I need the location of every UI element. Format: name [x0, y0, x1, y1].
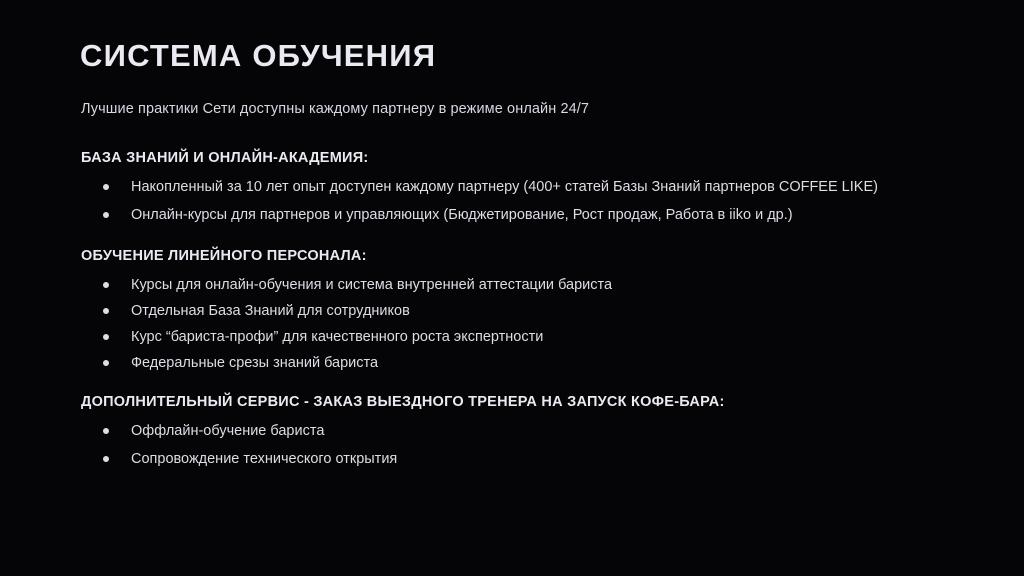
bullet-dot-icon [103, 308, 109, 314]
list-item-text: Отдельная База Знаний для сотрудников [131, 303, 410, 319]
list-item [81, 273, 961, 298]
bullet-dot-icon [103, 360, 109, 366]
slide-subtitle: Лучшие практики Сети доступны каждому партнеру в режиме онлайн 24/7 [81, 101, 590, 117]
list-item-text: Федеральные срезы знаний бариста [131, 355, 379, 371]
list-item [81, 351, 961, 376]
bullet-dot-icon [103, 212, 109, 218]
bullet-dot-icon [103, 282, 109, 288]
section-additional-service [81, 394, 961, 472]
list-item-text: Онлайн-курсы для партнеров и управляющих (Бюджетирование, Рост продаж, Работа в iiko и др.) [131, 207, 793, 223]
section-heading: ОБУЧЕНИЕ ЛИНЕЙНОГО ПЕРСОНАЛА: [81, 248, 367, 264]
list-item [81, 419, 961, 444]
list-item-text: Оффлайн-обучение бариста [131, 423, 325, 439]
list-item-text: Накопленный за 10 лет опыт доступен каждому партнеру (400+ статей Базы Знаний партнеров COFFEE LIKE) [131, 179, 878, 195]
list-item-text: Сопровождение технического открытия [131, 451, 398, 467]
section-knowledge-base [81, 150, 961, 228]
section-heading: БАЗА ЗНАНИЙ И ОНЛАЙН-АКАДЕМИЯ: [81, 150, 369, 166]
bullet-dot-icon [103, 184, 109, 190]
list-item [81, 447, 961, 472]
list-item [81, 203, 961, 228]
bullet-dot-icon [103, 456, 109, 462]
list-item [81, 325, 961, 350]
bullet-dot-icon [103, 428, 109, 434]
list-item [81, 299, 961, 324]
bullet-list [81, 419, 961, 472]
list-item [81, 175, 961, 200]
slide-content [81, 150, 961, 486]
section-heading: ДОПОЛНИТЕЛЬНЫЙ СЕРВИС - ЗАКАЗ ВЫЕЗДНОГО ТРЕНЕРА НА ЗАПУСК КОФЕ-БАРА: [81, 394, 725, 410]
bullet-list [81, 273, 961, 376]
list-item-text: Курсы для онлайн-обучения и система внутренней аттестации бариста [131, 277, 613, 293]
bullet-dot-icon [103, 334, 109, 340]
page-title: СИСТЕМА ОБУЧЕНИЯ [80, 38, 437, 73]
bullet-list [81, 175, 961, 228]
list-item-text: Курс “бариста-профи” для качественного роста экспертности [131, 329, 544, 345]
section-staff-training [81, 248, 961, 376]
